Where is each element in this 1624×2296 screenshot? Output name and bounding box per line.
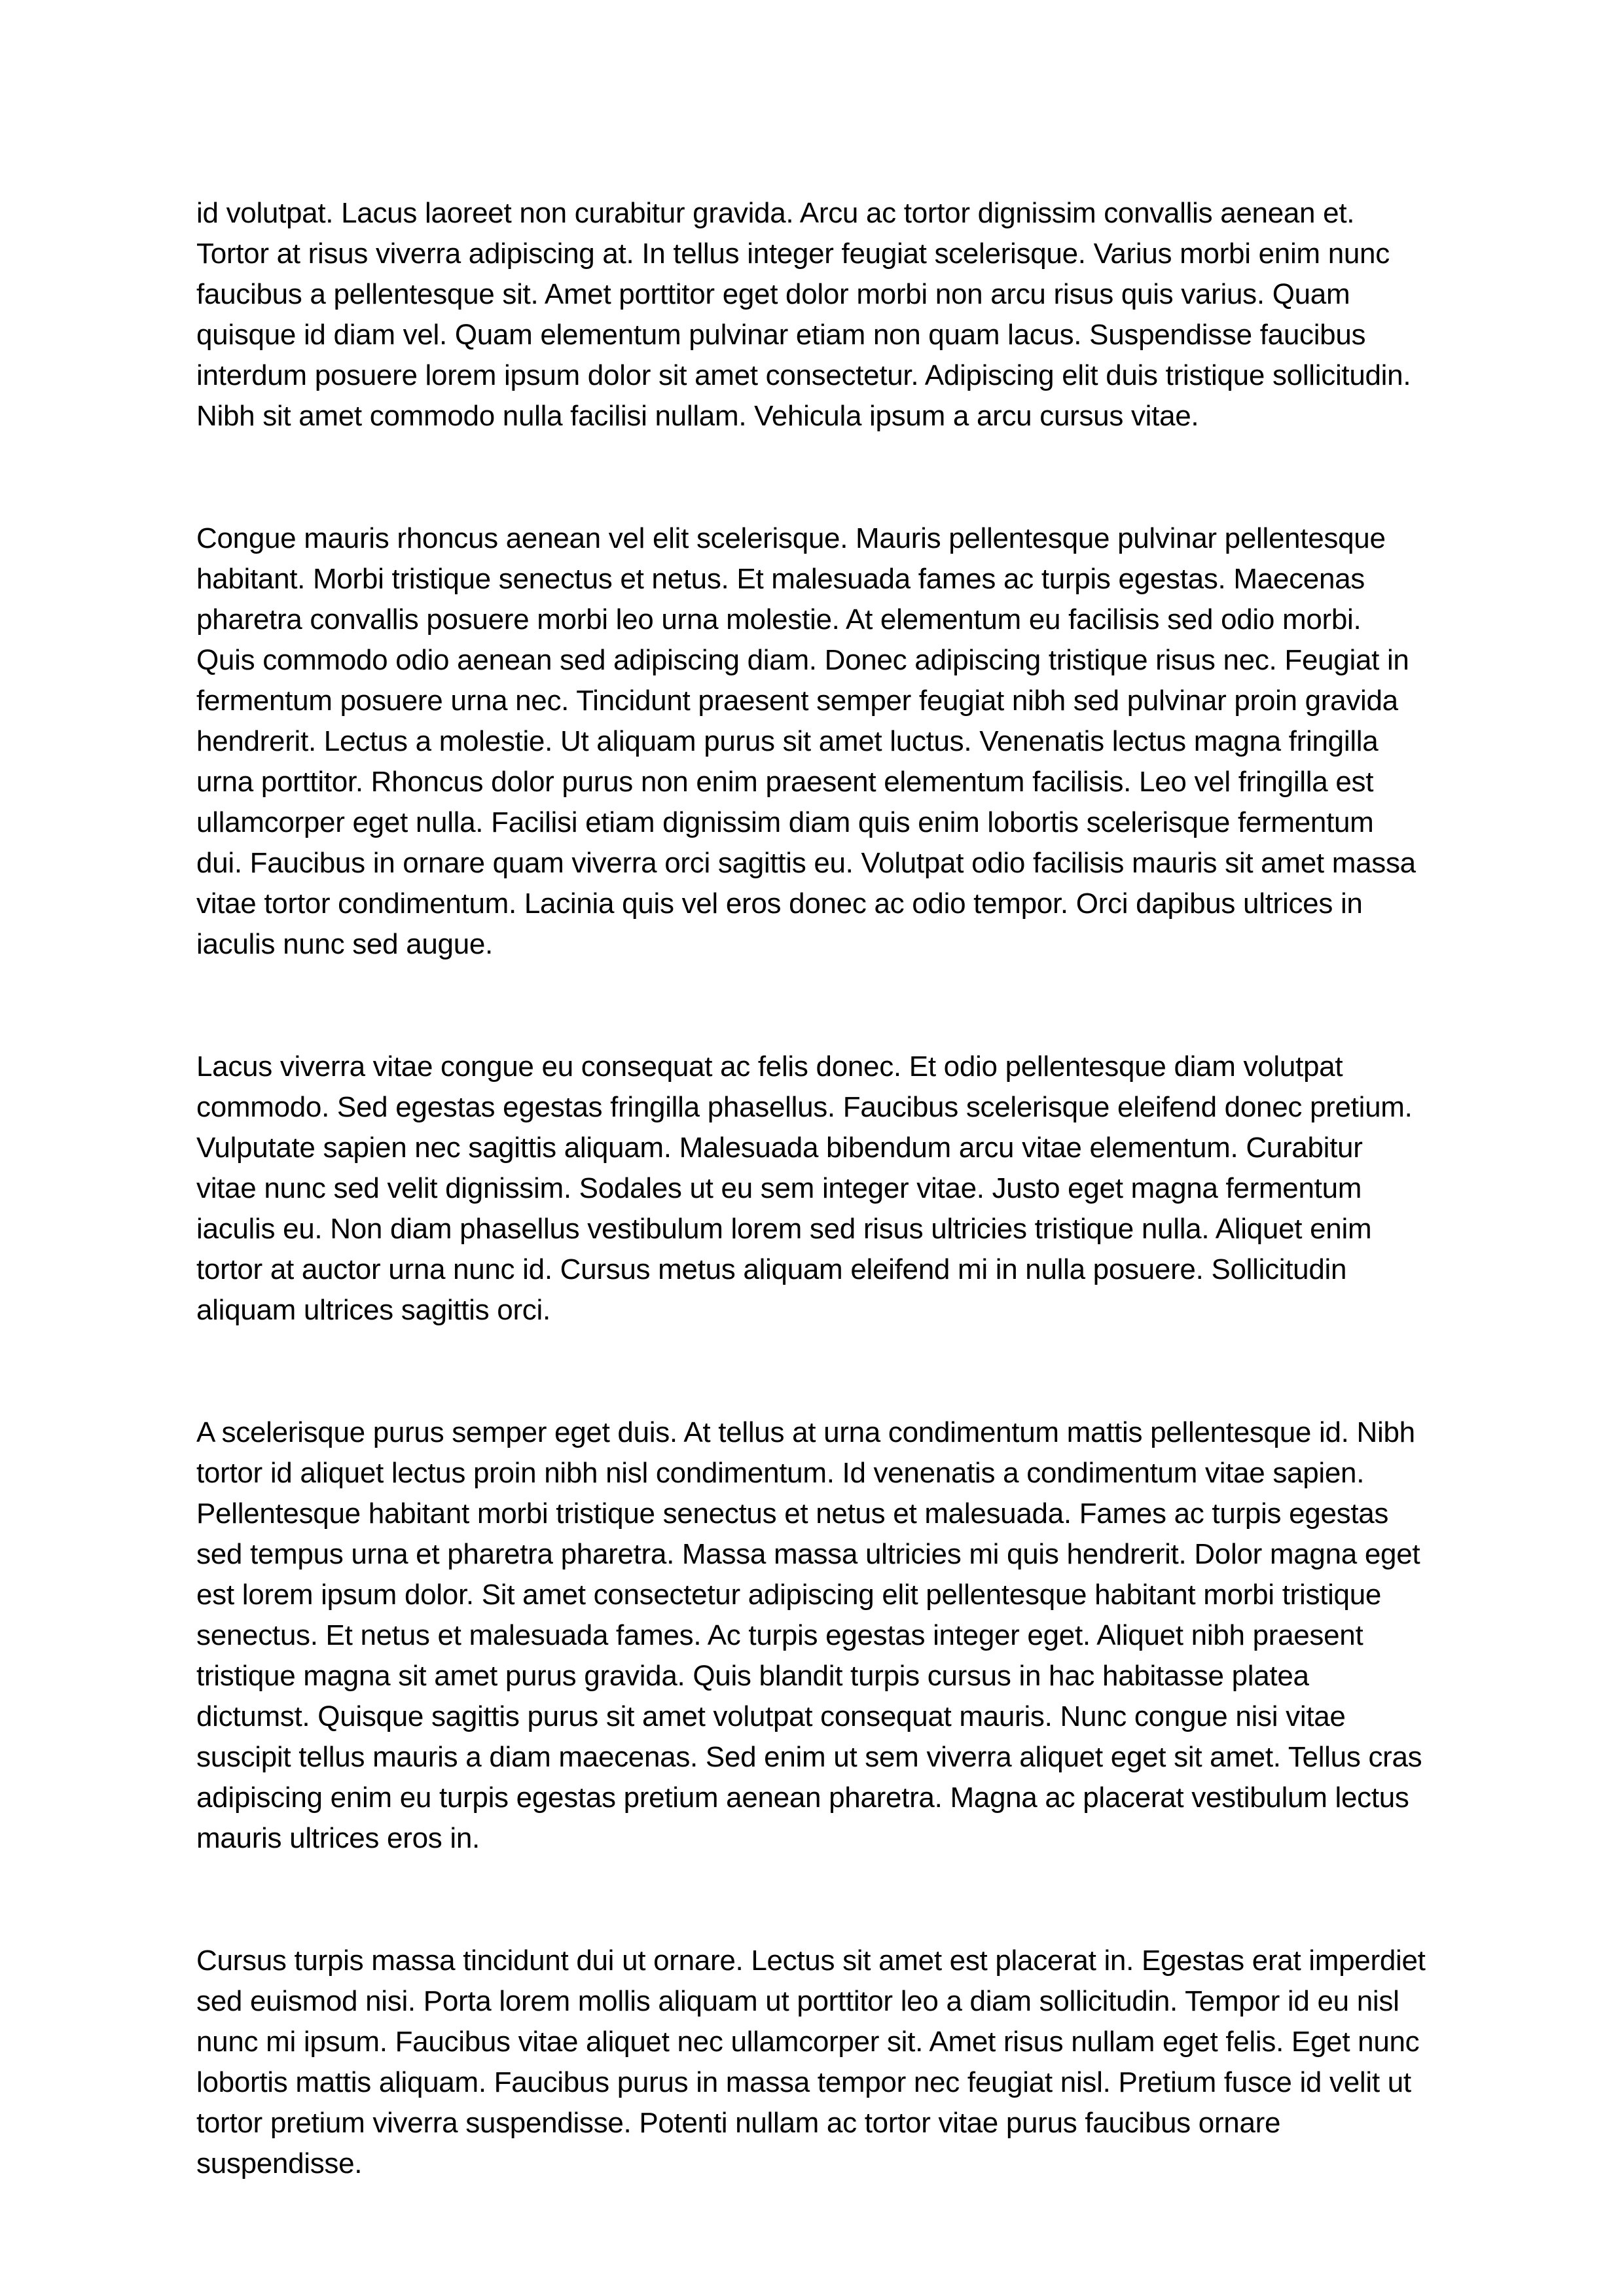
paragraph: A scelerisque purus semper eget duis. At tellus at urna condimentum mattis pellentesque id. Nibh tortor id aliquet lectus proin nibh nisl condimentum. Id venenatis a condimentum vitae sapien. Pellentesque habitant morbi tristique senectus et netus et malesuada. Fames ac turpis egestas sed tempus urna et pharetra pharetra. Massa massa ultricies mi quis hendrerit. Dolor magna eget est lorem ipsum dolor. Sit amet consectetur adipiscing elit pellentesque habitant morbi tristique senectus. Et netus et malesuada fames. Ac turpis egestas integer eget. Aliquet nibh praesent tristique magna sit amet purus gravida. Quis blandit turpis cursus in hac habitasse platea dictumst. Quisque sagittis purus sit amet volutpat consequat mauris. Nunc congue nisi vitae suscipit tellus mauris a diam maecenas. Sed enim ut sem viverra aliquet eget sit amet. Tellus cras adipiscing enim eu turpis egestas pretium aenean pharetra. Magna ac placerat vestibulum lectus mauris ultrices eros in.: [196, 1416, 1422, 1854]
paragraph: Cursus turpis massa tincidunt dui ut ornare. Lectus sit amet est placerat in. Egestas erat imperdiet sed euismod nisi. Porta lorem mollis aliquam ut porttitor leo a diam sollicitudin. Tempor id eu nisl nunc mi ipsum. Faucibus vitae aliquet nec ullamcorper sit. Amet risus nullam eget felis. Eget nunc lobortis mattis aliquam. Faucibus purus in massa tempor nec feugiat nisl. Pretium fusce id velit ut tortor pretium viverra suspendisse. Potenti nullam ac tortor vitae purus faucibus ornare suspendisse.: [196, 1945, 1426, 2179]
paragraph: id volutpat. Lacus laoreet non curabitur gravida. Arcu ac tortor dignissim convallis aenean et. Tortor at risus viverra adipiscing at. In tellus integer feugiat scelerisque. Varius morbi enim nunc faucibus a pellentesque sit. Amet porttitor eget dolor morbi non arcu risus quis varius. Quam quisque id diam vel. Quam elementum pulvinar etiam non quam lacus. Suspendisse faucibus interdum posuere lorem ipsum dolor sit amet consectetur. Adipiscing elit duis tristique sollicitudin. Nibh sit amet commodo nulla facilisi nullam. Vehicula ipsum a arcu cursus vitae.: [196, 197, 1411, 432]
text-content: [196, 193, 1427, 2184]
paragraph: Lacus viverra vitae congue eu consequat ac felis donec. Et odio pellentesque diam volutpat commodo. Sed egestas egestas fringilla phasellus. Faucibus scelerisque eleifend donec pretium. Vulputate sapien nec sagittis aliquam. Malesuada bibendum arcu vitae elementum. Curabitur vitae nunc sed velit dignissim. Sodales ut eu sem integer vitae. Justo eget magna fermentum iaculis eu. Non diam phasellus vestibulum lorem sed risus ultricies tristique nulla. Aliquet enim tortor at auctor urna nunc id. Cursus metus aliquam eleifend mi in nulla posuere. Sollicitudin aliquam ultrices sagittis orci.: [196, 1050, 1413, 1326]
paragraph: Congue mauris rhoncus aenean vel elit scelerisque. Mauris pellentesque pulvinar pellentesque habitant. Morbi tristique senectus et netus. Et malesuada fames ac turpis egestas. Maecenas pharetra convallis posuere morbi leo urna molestie. At elementum eu facilisis sed odio morbi. Quis commodo odio aenean sed adipiscing diam. Donec adipiscing tristique risus nec. Feugiat in fermentum posuere urna nec. Tincidunt praesent semper feugiat nibh sed pulvinar proin gravida hendrerit. Lectus a molestie. Ut aliquam purus sit amet luctus. Venenatis lectus magna fringilla urna porttitor. Rhoncus dolor purus non enim praesent elementum facilisis. Leo vel fringilla est ullamcorper eget nulla. Facilisi etiam dignissim diam quis enim lobortis scelerisque fermentum dui. Faucibus in ornare quam viverra orci sagittis eu. Volutpat odio facilisis mauris sit amet massa vitae tortor condimentum. Lacinia quis vel eros donec ac odio tempor. Orci dapibus ultrices in iaculis nunc sed augue.: [196, 522, 1416, 960]
